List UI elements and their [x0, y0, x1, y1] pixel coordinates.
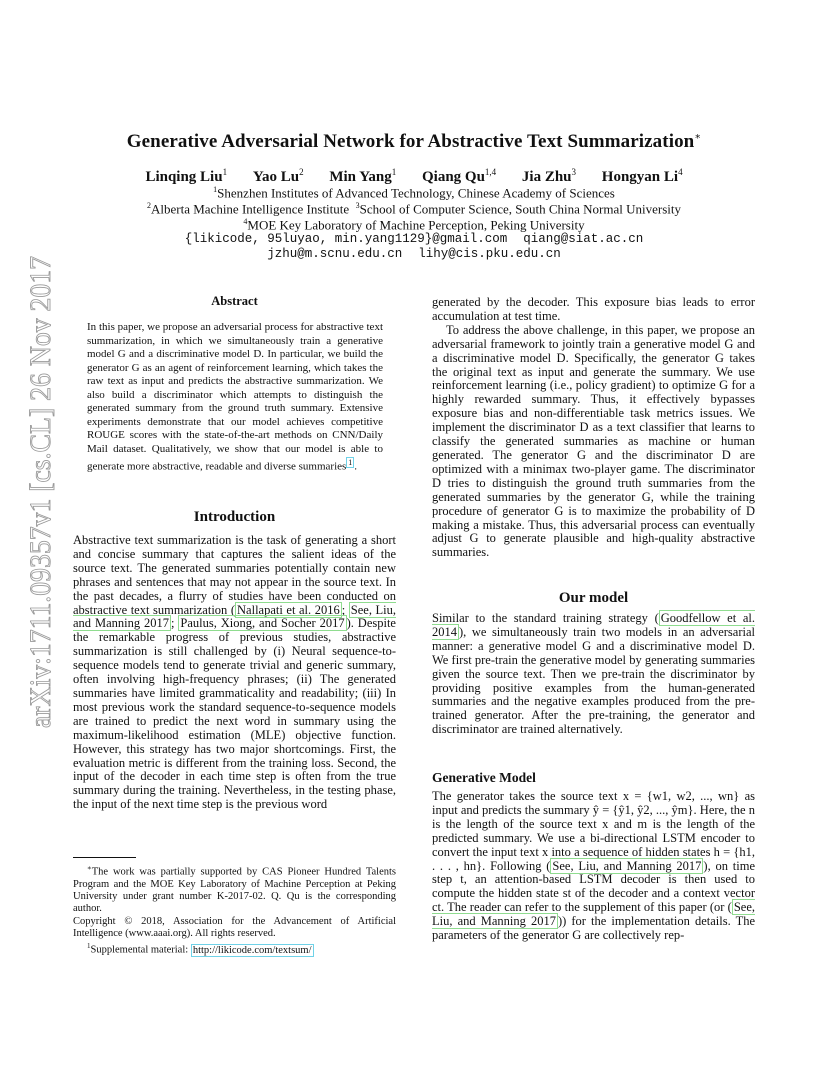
arxiv-stamp-text: arXiv:1711.09357v1 [cs.CL] 26 Nov 2017 — [24, 254, 57, 728]
affiliation-1: $^1$Shenzhen Institutes of Advanced Technology, Chinese Academy of Sciences — [213, 185, 615, 201]
footnote-1: $^1$Supplemental material: http://likicode.com/textsum/ — [87, 942, 312, 956]
footnote-rule — [73, 857, 136, 858]
footnote-ref-1[interactable]: 1 — [348, 458, 353, 467]
title-footnote-mark: ∗ — [694, 131, 702, 143]
title-text: Generative Adversarial Network for Abstractive Text Summarization — [126, 131, 695, 152]
citation-link[interactable]: See, Liu, and Manning 2017 — [73, 602, 396, 631]
email-line-1: {likicode, 95luyao, min.yang1129}@gmail.com qiang@siat.ac.cn — [184, 232, 644, 246]
right-column-text — [432, 296, 755, 560]
arxiv-stamp — [14, 254, 58, 730]
generative-model-heading: Generative Model — [432, 770, 536, 785]
affiliation-2-3: $^2$Alberta Machine Intelligence Institute $^3$School of Computer Science, South China Normal University — [146, 201, 682, 217]
model-paragraph: Similar to the standard training strategy ( Goodfellow et al. 2014 ), we simultaneously train two models in an adversarial manner: a generative model G and a discriminative model D. We first pre-train the generative model by generating summaries given the source text. Then we pre-train the discriminator by providing positive examples from the human-generated summaries and the negative examples produced from the pre-trained generator. After the pre-training, the generator and discriminator are trained alternatively. — [432, 611, 755, 737]
copyright-notice: Copyright © 2018, Association for the Advancement of Artificial Intelligence (www.aaai.org). All rights reserved. — [73, 915, 396, 939]
author: Jia Zhu$^3$ — [521, 167, 577, 185]
citation-link[interactable]: Goodfellow et al. 2014 — [432, 611, 755, 639]
intro-heading: Introduction — [193, 509, 276, 525]
paragraph: To address the above challenge, in this paper, we propose an adversarial framework to jointly train a generative model G and a discriminative model D. Specifically, the generator G takes the original text as input and generate the summary. We use reinforcement learning (i.e., policy gradient) to optimize G for a highly rewarded summary. Thus, it effectively bypasses exposure bias and non-differentiable task metrics issues. We implement the discriminator D as a text classifier that learns to classify the generated summaries as machine or human generated. The generator G and the discriminator D are optimized with a minimax two-player game. The discriminator D tries to distinguish the ground truth summaries from the generated summaries by the generator G, while the training procedure of generator G is to maximize the probability of D making a mistake. Thus, this adversarial process can eventually adjust G to generate plausible and high-quality abstractive summaries. — [432, 322, 755, 560]
author: Min Yang$^1$ — [329, 167, 397, 185]
abstract-heading: Abstract — [211, 294, 258, 308]
affiliation-4: $^4$MOE Key Laboratory of Machine Perception, Peking University — [243, 217, 585, 233]
citation-link[interactable]: See, Liu, and Manning 2017 — [552, 858, 702, 873]
email-line-2: jzhu@m.scnu.edu.cn lihy@cis.pku.edu.cn — [267, 247, 561, 261]
citation-link[interactable]: See, Liu, and Manning 2017 — [432, 900, 755, 929]
author: Yao Lu$^2$ — [252, 167, 304, 185]
footnote-star: ∗The work was partially supported by CAS Pioneer Hundred Talents Program and the MOE Key Laboratory of Machine Perception at Peking University under grant number K-2017-02. Q. Qu is the corresponding author. — [73, 864, 396, 915]
author-list — [0, 167, 828, 186]
citation-link[interactable]: Paulus, Xiong, and Socher 2017 — [180, 616, 345, 631]
paper-title — [0, 131, 828, 153]
intro-paragraph: Abstractive text summarization is the task of generating a short and concise summary that captures the salient ideas of the source text. The generated summaries potentially contain new phrases and sentences that may not appear in the source text. In the past decades, a flurry of studies have been conducted on abstractive text summarization ( Nallapati et al. 2016 ; See, Liu, and Manning 2017 ; Paulus, Xiong, and Socher 2017 ). Despite the remarkable progress of previous studies, abstractive summarization is still challenged by (i) Neural sequence-to-sequence models tend to generate trivial and generic summary, often involving high-frequency phrases; (ii) The generated summaries have limited grammaticality and readability; (iii) In most previous work the standard sequence-to-sequence models are trained to predict the next word in summary using the maximum-likelihood estimation (MLE) objective function. However, this strategy has two major shortcomings. First, the evaluation metric is different from the training loss. Second, the input of the decoder in each time step is often from the true summary during the training. Nevertheless, in the testing phase, the input of the next time step is the previous word — [73, 533, 396, 812]
model-heading: Our model — [558, 590, 629, 606]
abstract-body: In this paper, we propose an adversarial process for abstractive text summarization, in which we simultaneously train a generative model G and a discriminative model D. In particular, we build the generator G as an agent of reinforcement learning, which takes the raw text as input and predicts the abstractive summarization. We also build a discriminator which attempts to distinguish the generated summary from the ground truth summary. Extensive experiments demonstrate that our model achieves competitive ROUGE scores with the state-of-the-art methods on CNN/Daily Mail dataset. Qualitatively, we show that our model is able to generate more abstractive, readable and diverse summaries $^1$ . — [87, 321, 383, 473]
footnotes — [73, 862, 396, 957]
paragraph: generated by the decoder. This exposure bias leads to error accumulation at test time. — [432, 295, 755, 323]
author: Qiang Qu$^{1,4}$ — [421, 167, 497, 185]
generative-model-paragraph: The generator takes the source text x = {w1, w2, ..., wn} as input and predicts the summary ŷ = {ŷ1, ŷ2, ..., ŷm}. Here, the n is the length of the source text x and m is the length of the predicted summary. We use a bi-directional LSTM encoder to convert the input text x into a sequence of hidden states h = {h1, . . . , hn}. Following ( See, Liu, and Manning 2017 ), on time step t, an attention-based LSTM decoder is then used to compute the hidden state st of the decoder and a context vector ct. The reader can refer to the supplement of this paper (or ( See, Liu, and Manning 2017 )) for the implementation details. The parameters of the generator G are collectively rep- — [432, 789, 756, 943]
citation-link[interactable]: Nallapati et al. 2016 — [237, 602, 340, 617]
author: Linqing Liu$^1$ — [145, 167, 228, 185]
author: Hongyan Li$^4$ — [601, 167, 683, 185]
supplement-link[interactable]: http://likicode.com/textsum/ — [192, 944, 312, 956]
